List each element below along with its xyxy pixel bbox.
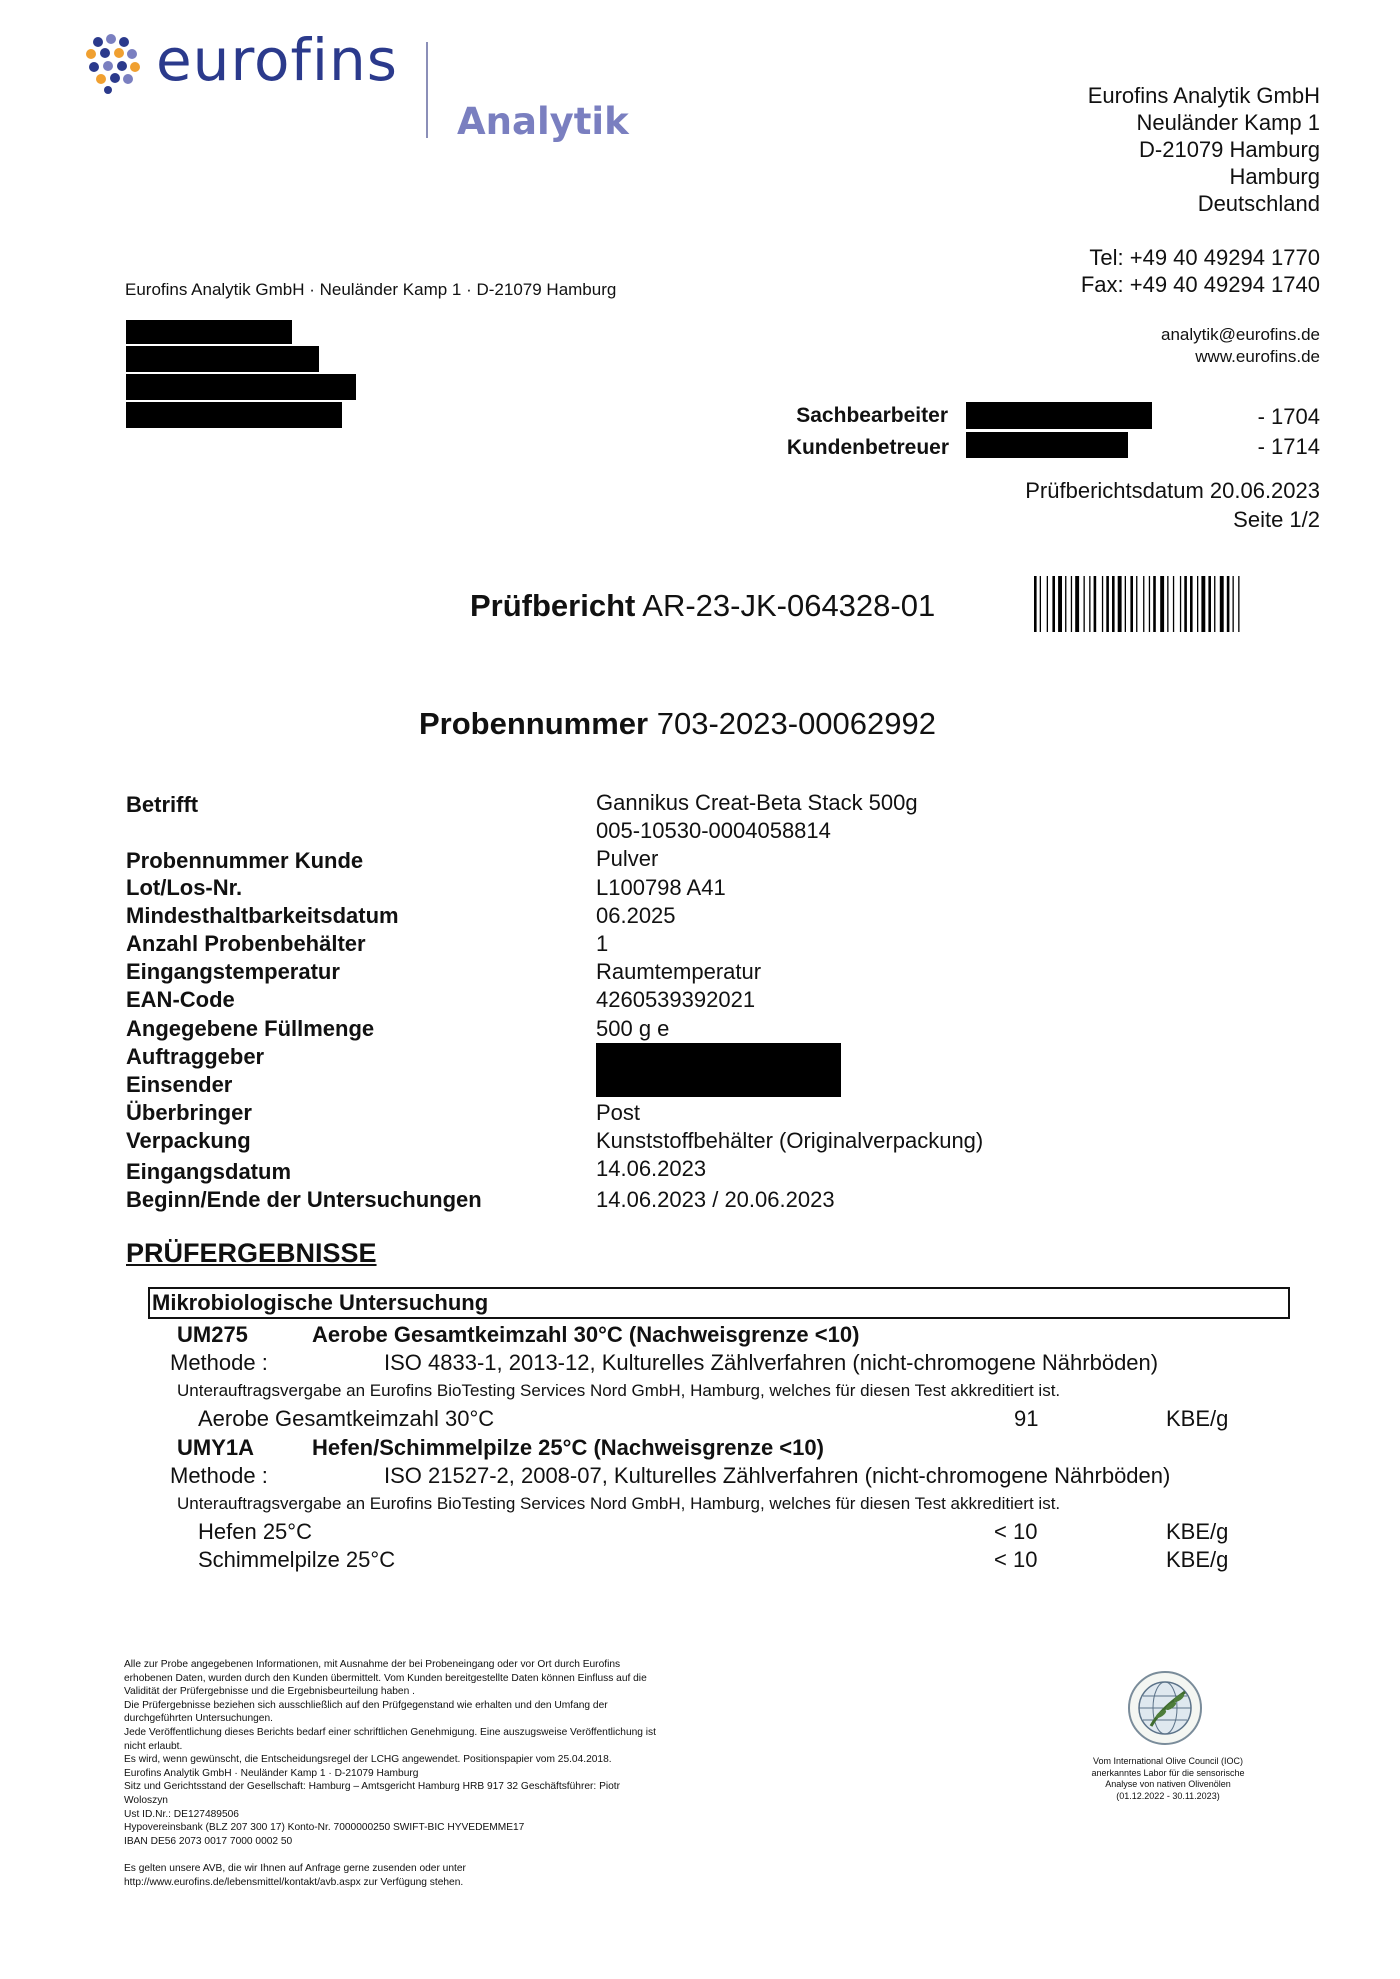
sample-info-table (126, 790, 1226, 1216)
redacted-recipient-line (126, 346, 319, 372)
result-unit: KBE/g (1166, 1519, 1229, 1544)
brand-name: eurofins (156, 26, 399, 94)
fax-number: Fax: +49 40 49294 1740 (1080, 272, 1320, 297)
info-value: 4260539392021 (596, 987, 756, 1013)
clerk-label: Sachbearbeiter (796, 404, 948, 427)
subcontract-note: Unterauftragsvergabe an Eurofins BioTesting Services Nord GmbH, Hamburg, welches für diesen Test akkreditiert ist. (177, 1494, 1061, 1513)
info-value: Pulver (596, 846, 659, 872)
info-value: L100798 A41 (596, 874, 726, 900)
phone-block (1081, 244, 1320, 298)
footer-line: Es gelten unsere AVB, die wir Ihnen auf Anfrage gerne zusenden oder unter (124, 1862, 466, 1874)
footer-line: Woloszyn (124, 1794, 168, 1806)
footer-line: Alle zur Probe angegebenen Informationen, mit Ausnahme der bei Probeneingang oder vor Ort durch Eurofins (124, 1659, 621, 1670)
method-name: Hefen/Schimmelpilze 25°C (Nachweisgrenze <10) (312, 1435, 824, 1460)
page-number: Seite 1/2 (1233, 507, 1320, 532)
footer-line: erhobenen Daten, wurden durch den Kunden übermittelt. Vom Kunden bereitgestellte Daten können Einfluss auf die (124, 1672, 647, 1684)
section-title: Mikrobiologische Untersuchung (152, 1290, 489, 1315)
info-label: Anzahl Probenbehälter (126, 930, 366, 956)
logo-divider (426, 42, 428, 138)
sender-line: Eurofins Analytik GmbH · Neuländer Kamp 1 · D-21079 Hamburg (125, 280, 617, 299)
result-value: < 10 (994, 1547, 1038, 1572)
footer-line: IBAN DE56 2073 0017 7000 0002 50 (124, 1835, 293, 1847)
info-row (126, 1100, 1226, 1128)
report-date: Prüfberichtsdatum 20.06.2023 (1025, 478, 1320, 503)
info-label: EAN-Code (126, 987, 235, 1013)
info-value: Gannikus Creat-Beta Stack 500g (596, 790, 918, 815)
info-value: Kunststoffbehälter (Originalverpackung) (596, 1128, 984, 1154)
footer-line: nicht erlaubt. (124, 1740, 183, 1752)
method-name: Aerobe Gesamtkeimzahl 30°C (Nachweisgrenze <10) (312, 1322, 860, 1347)
manager-label: Kundenbetreuer (786, 436, 949, 459)
sample-title (419, 706, 936, 742)
info-label: Verpackung (126, 1128, 251, 1154)
result-parameter: Aerobe Gesamtkeimzahl 30°C (198, 1406, 495, 1431)
result-value: < 10 (994, 1519, 1038, 1544)
clerk-extension: - 1704 (1257, 404, 1320, 429)
results-heading: PRÜFERGEBNISSE (126, 1238, 377, 1268)
info-label: Einsender (126, 1071, 233, 1097)
footer-line: Validität der Prüfergebnisse und die Ergebnisbeurteilung haben . (124, 1686, 415, 1698)
result-unit: KBE/g (1166, 1547, 1229, 1572)
info-value: Raumtemperatur (596, 959, 762, 985)
redacted-recipient-line (126, 320, 292, 344)
footer-line: Eurofins Analytik GmbH · Neuländer Kamp 1 · D-21079 Hamburg (124, 1767, 419, 1779)
report-number: AR-23-JK-064328-01 (642, 588, 936, 623)
redacted-submitter (596, 1070, 841, 1097)
address-line: Hamburg (1229, 164, 1320, 189)
info-row (126, 875, 1226, 903)
info-label: Auftraggeber (126, 1043, 265, 1069)
footer-line: durchgeführten Untersuchungen. (124, 1713, 273, 1725)
sample-number: 703-2023-00062992 (656, 706, 936, 741)
result-value: 91 (1014, 1406, 1039, 1431)
info-value: 14.06.2023 (596, 1156, 707, 1182)
report-title (470, 588, 935, 624)
redacted-recipient-line (126, 402, 342, 428)
address-line: D-21079 Hamburg (1139, 137, 1320, 162)
info-row (126, 1128, 1226, 1156)
info-row (126, 1187, 1226, 1215)
ioc-line: Analyse von nativen Olivenölen (1105, 1779, 1231, 1789)
ioc-accreditation-text (1088, 1756, 1248, 1802)
result-parameter: Hefen 25°C (198, 1519, 312, 1544)
redacted-recipient-line (126, 374, 356, 400)
method-label: Methode : (170, 1463, 268, 1488)
info-label: Beginn/Ende der Untersuchungen (126, 1187, 482, 1213)
info-value: 06.2025 (596, 902, 676, 928)
ioc-line: anerkanntes Labor für die sensorische (1091, 1767, 1245, 1778)
method-code: UMY1A (177, 1435, 255, 1460)
footer-line: Sitz und Gerichtsstand der Gesellschaft: Hamburg – Amtsgericht Hamburg HRB 917 32 Geschäftsführer: Piotr (124, 1781, 621, 1793)
eurofins-logo-mark-icon (84, 34, 150, 94)
ioc-globe-icon (1125, 1668, 1205, 1748)
redacted-client (596, 1043, 841, 1070)
report-meta (1025, 476, 1320, 534)
method-description: ISO 21527-2, 2008-07, Kulturelles Zählverfahren (nicht-chromogene Nährböden) (384, 1463, 1171, 1488)
legal-footer (124, 1658, 764, 1889)
sample-label: Probennummer (419, 706, 649, 741)
phone-number: Tel: +49 40 49294 1770 (1089, 245, 1320, 270)
redacted-clerk-name (966, 402, 1152, 429)
info-label: Überbringer (126, 1100, 252, 1126)
redacted-manager-name (966, 432, 1128, 458)
footer-line: Es wird, wenn gewünscht, die Entscheidungsregel der LCHG angewendet. Positionspapier vom 25.04.2018. (124, 1754, 612, 1766)
info-row (126, 959, 1226, 987)
report-label: Prüfbericht (470, 588, 636, 623)
info-row (126, 846, 1226, 874)
subcontract-note: Unterauftragsvergabe an Eurofins BioTesting Services Nord GmbH, Hamburg, welches für diesen Test akkreditiert ist. (177, 1381, 1061, 1400)
footer-line (124, 1848, 764, 1862)
barcode-image (1034, 576, 1298, 632)
info-row (126, 1072, 1226, 1100)
info-label: Eingangstemperatur (126, 959, 340, 985)
footer-line: Hypovereinsbank (BLZ 207 300 17) Konto-Nr. 7000000250 SWIFT-BIC HYVEDEMME17 (124, 1822, 525, 1834)
footer-line: http://www.eurofins.de/lebensmittel/kontakt/avb.aspx zur Verfügung stehen. (124, 1876, 464, 1888)
company-address (1088, 82, 1320, 217)
info-label: Angegebene Füllmenge (126, 1015, 375, 1041)
info-label: Betrifft (126, 792, 199, 817)
ioc-line: Vom International Olive Council (IOC) (1092, 1756, 1244, 1766)
ioc-seal (1090, 1668, 1240, 1753)
address-line: Eurofins Analytik GmbH (1087, 83, 1320, 108)
footer-line: Jede Veröffentlichung dieses Berichts bedarf einer schriftlichen Genehmigung. Eine auszugsweise Veröffentlichung ist (124, 1726, 656, 1738)
result-unit: KBE/g (1166, 1406, 1229, 1431)
info-row (126, 818, 1226, 846)
footer-line: Die Prüfergebnisse beziehen sich ausschließlich auf den Prüfgegenstand wie erhalten und den Umfang der (124, 1699, 608, 1711)
address-line: Deutschland (1197, 191, 1320, 216)
info-row (126, 790, 1226, 818)
web-block (1161, 324, 1320, 368)
info-row (126, 1044, 1226, 1072)
footer-line: Ust ID.Nr.: DE127489506 (124, 1808, 239, 1820)
result-parameter: Schimmelpilze 25°C (198, 1547, 396, 1572)
brand-subtitle: Analytik (457, 100, 629, 143)
method-description: ISO 4833-1, 2013-12, Kulturelles Zählverfahren (nicht-chromogene Nährböden) (384, 1350, 1159, 1375)
info-label: Eingangsdatum (126, 1159, 292, 1185)
info-value: Post (596, 1100, 641, 1126)
method-label: Methode : (170, 1350, 268, 1375)
info-label: Mindesthaltbarkeitsdatum (126, 902, 399, 928)
info-row (126, 1016, 1226, 1044)
info-value: 500 g e (596, 1015, 670, 1041)
email-address: analytik@eurofins.de (1160, 325, 1320, 344)
info-row (126, 903, 1226, 931)
info-label: Probennummer Kunde (126, 848, 364, 874)
website: www.eurofins.de (1195, 347, 1320, 366)
info-value: 005-10530-0004058814 (596, 818, 831, 844)
info-row (126, 987, 1226, 1015)
info-value: 14.06.2023 / 20.06.2023 (596, 1187, 835, 1213)
manager-extension: - 1714 (1257, 434, 1320, 459)
address-line: Neuländer Kamp 1 (1136, 110, 1320, 135)
method-code: UM275 (177, 1322, 248, 1347)
info-row (126, 1156, 1226, 1187)
ioc-line: (01.12.2022 - 30.11.2023) (1116, 1790, 1220, 1801)
info-row (126, 931, 1226, 959)
info-value: 1 (596, 930, 609, 956)
info-label: Lot/Los-Nr. (126, 874, 243, 900)
